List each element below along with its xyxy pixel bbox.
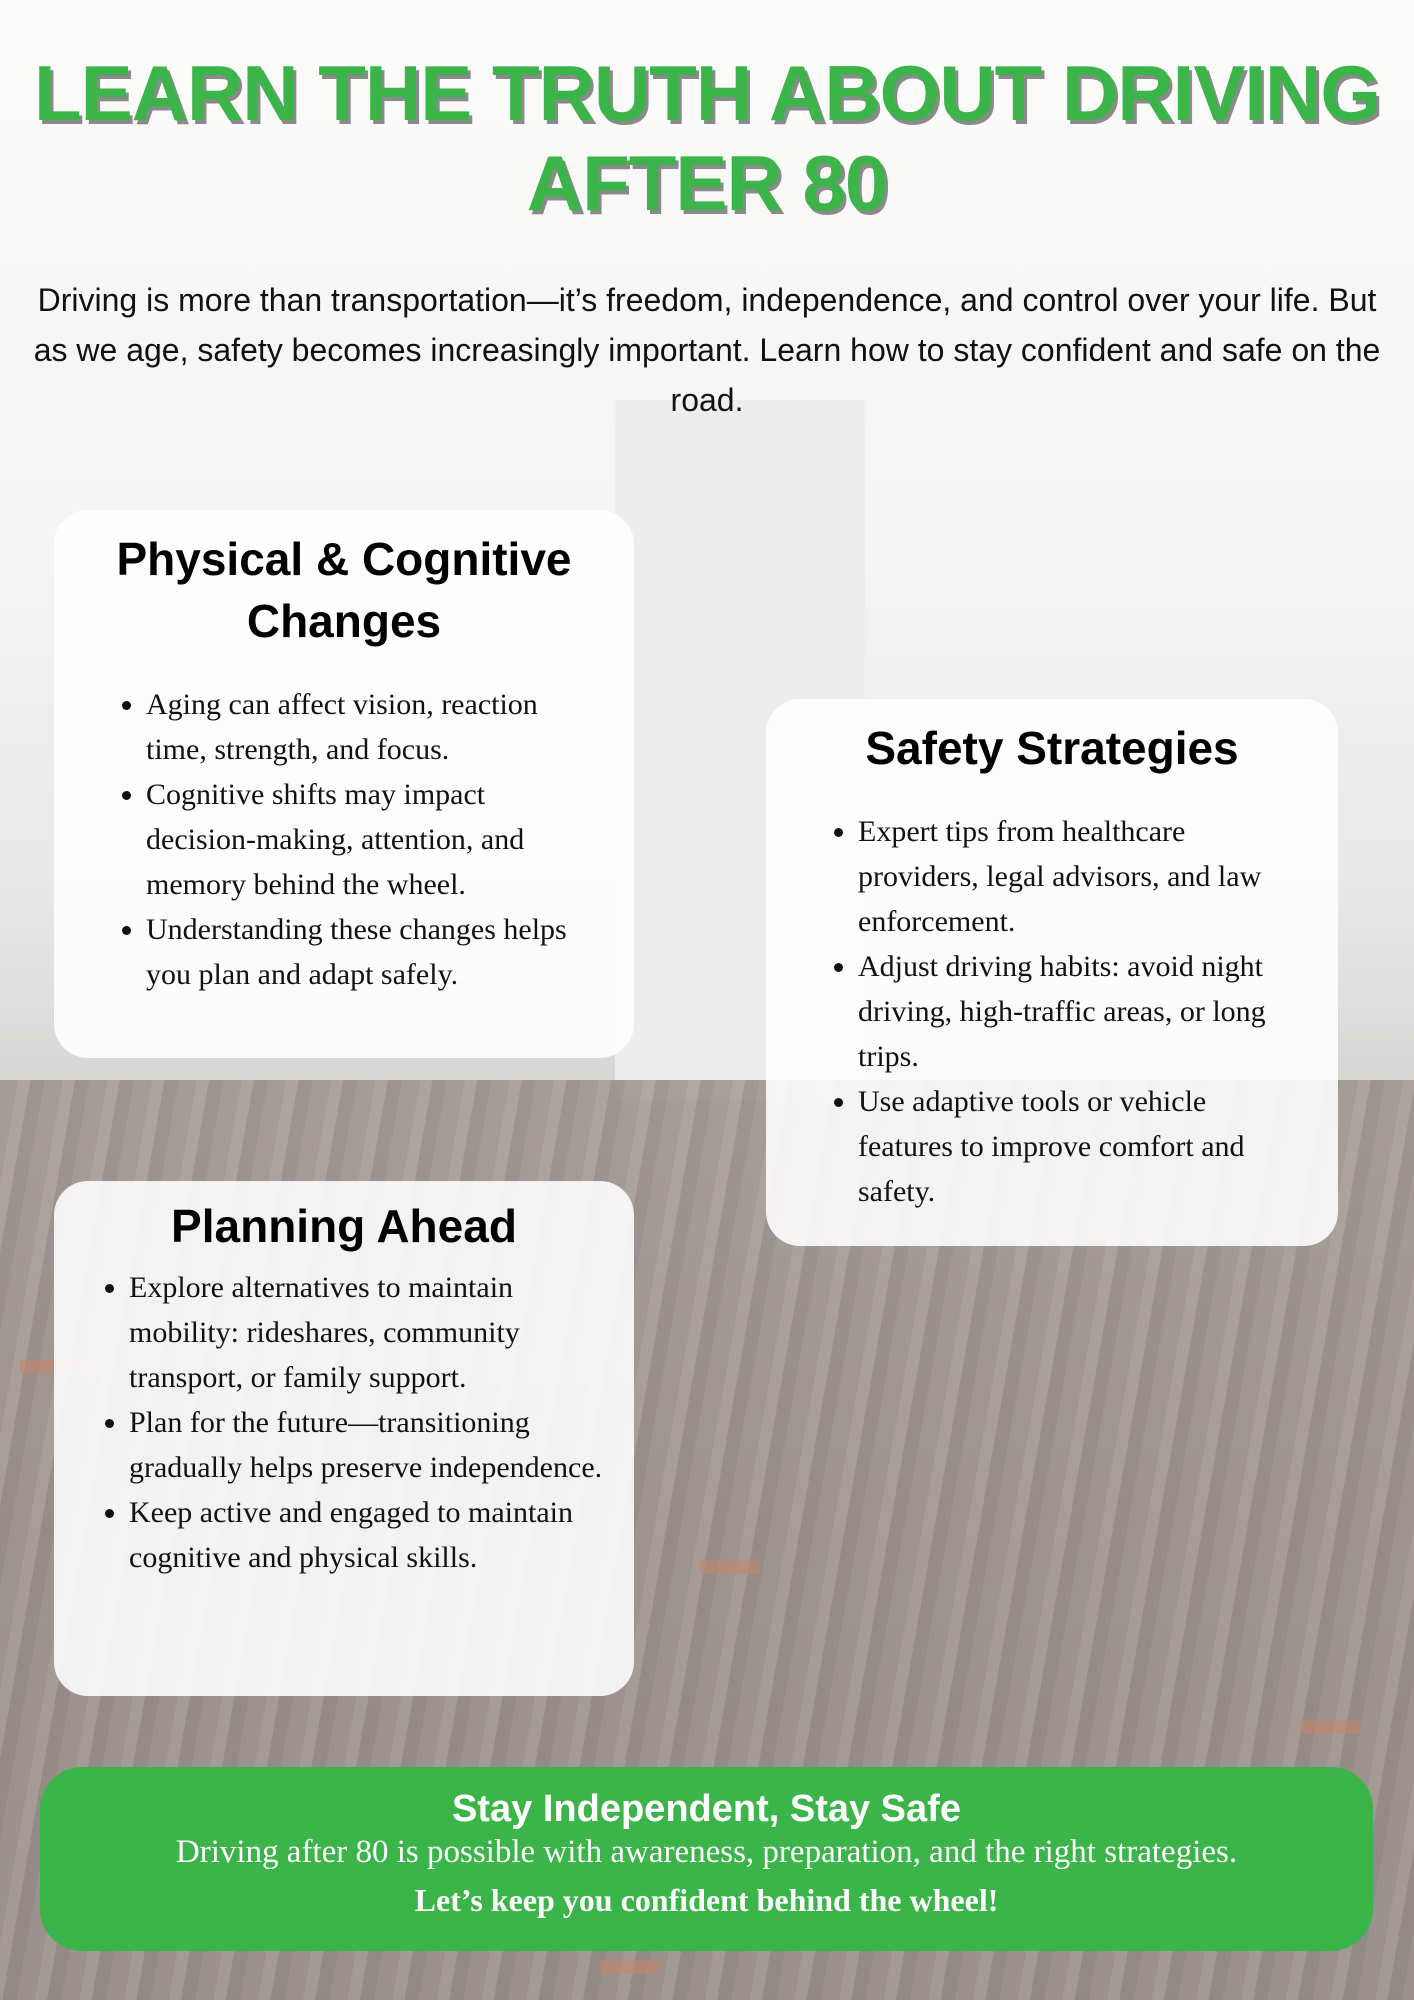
- carpet-pattern: [700, 1560, 760, 1574]
- card-planning-ahead: [54, 1181, 634, 1696]
- banner-title: Stay Independent, Stay Safe: [452, 1788, 961, 1830]
- card-physical-cognitive-changes: [54, 510, 634, 1058]
- list-item: • Cognitive shifts may impact decision-making, attention, and memory behind the wheel.: [146, 772, 594, 907]
- bullet-list: [94, 682, 594, 997]
- list-item: • Understanding these changes helps you plan and adapt safely.: [146, 907, 594, 997]
- bullet-list: [84, 1265, 604, 1580]
- list-item: • Explore alternatives to maintain mobility: rideshares, community transport, or family support.: [129, 1265, 604, 1400]
- carpet-pattern: [600, 1960, 660, 1974]
- list-item: • Keep active and engaged to maintain cognitive and physical skills.: [129, 1490, 604, 1580]
- banner-text: Driving after 80 is possible with awareness, preparation, and the right strategies.: [175, 1834, 1238, 1870]
- list-item: • Use adaptive tools or vehicle features to improve comfort and safety.: [858, 1079, 1308, 1214]
- page-title: LEARN THE TRUTH ABOUT DRIVING AFTER 80: [33, 49, 1381, 227]
- banner-cta: Let’s keep you confident behind the wheel!: [414, 1882, 999, 1918]
- card-title: Planning Ahead: [171, 1200, 517, 1252]
- closing-banner: [40, 1767, 1373, 1951]
- list-item: • Aging can affect vision, reaction time, strength, and focus.: [146, 682, 594, 772]
- list-item: • Adjust driving habits: avoid night driving, high-traffic areas, or long trips.: [858, 944, 1308, 1079]
- list-item: • Plan for the future—transitioning gradually helps preserve independence.: [129, 1400, 604, 1490]
- card-safety-strategies: [766, 699, 1338, 1246]
- card-title: Physical & Cognitive Changes: [116, 533, 572, 647]
- carpet-pattern: [1300, 1720, 1360, 1734]
- list-item: • Expert tips from healthcare providers, legal advisors, and law enforcement.: [858, 809, 1308, 944]
- intro-text: Driving is more than transportation—it’s freedom, independence, and control over your life. But as we age, safety becomes increasingly important. Learn how to stay confident and safe on the road.: [33, 282, 1381, 418]
- card-title: Safety Strategies: [865, 722, 1239, 774]
- bullet-list: [796, 809, 1308, 1214]
